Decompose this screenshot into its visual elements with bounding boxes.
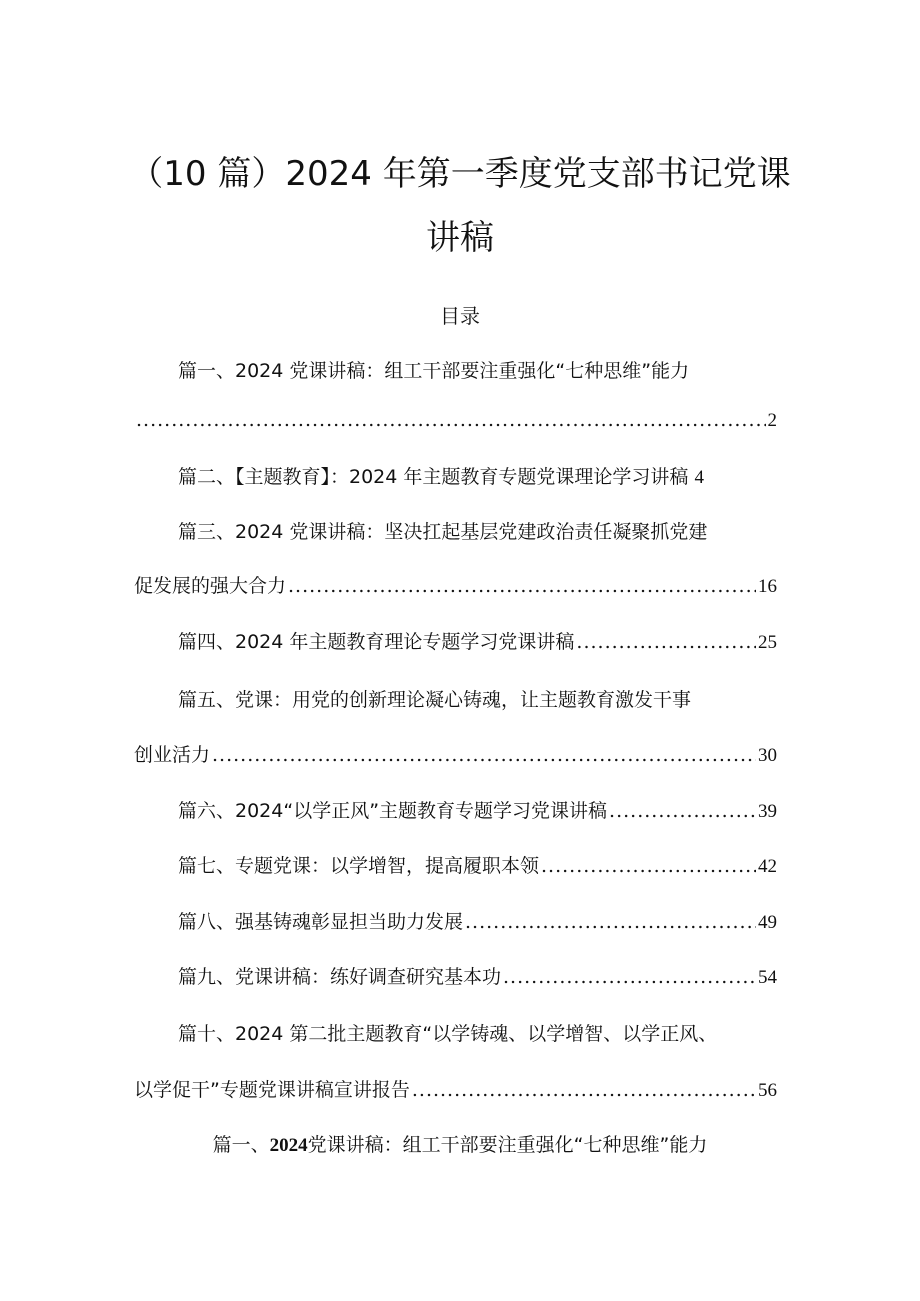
section-heading-prefix: 篇一、	[212, 1134, 270, 1156]
toc-entry-3-continuation[interactable]	[134, 571, 777, 598]
toc-page-number: 16	[758, 576, 777, 597]
toc-entry-2[interactable]	[178, 462, 704, 489]
toc-entry-10-continuation[interactable]	[134, 1075, 777, 1102]
toc-leader-dots	[609, 800, 756, 822]
toc-entry-6[interactable]	[178, 796, 777, 823]
toc-leader-dots	[412, 1079, 756, 1101]
toc-page-number: 42	[758, 856, 777, 877]
toc-entry-3-text[interactable]: 篇三、2024 党课讲稿：坚决扛起基层党建政治责任凝聚抓党建	[178, 521, 708, 543]
toc-heading: 目录	[440, 304, 480, 328]
toc-entry-10-text-cont: 以学促干”专题党课讲稿宣讲报告	[134, 1079, 410, 1101]
toc-leader-dots	[212, 744, 756, 766]
toc-leader-dots	[576, 631, 756, 653]
toc-page-number: 4	[694, 467, 704, 488]
toc-page-number: 54	[758, 967, 777, 988]
toc-entry-9-text: 篇九、党课讲稿：练好调查研究基本功	[178, 966, 502, 988]
section-heading-rest: 党课讲稿：组工干部要注重强化“七种思维”能力	[307, 1134, 708, 1156]
toc-leader-dots	[541, 855, 756, 877]
toc-entry-5-text-cont: 创业活力	[134, 744, 211, 766]
toc-entry-7[interactable]	[178, 851, 777, 878]
toc-page-number: 2	[767, 410, 777, 431]
toc-entry-5-text[interactable]: 篇五、党课：用党的创新理论凝心铸魂，让主题教育激发干事	[178, 689, 692, 711]
toc-entry-4-text: 篇四、2024 年主题教育理论专题学习党课讲稿	[178, 631, 575, 653]
toc-leader-dots	[288, 575, 756, 597]
toc-page-number: 25	[758, 632, 777, 653]
document-title-line-2: 讲稿	[426, 218, 494, 258]
toc-leader-dots	[503, 966, 756, 988]
toc-entry-4[interactable]	[178, 627, 777, 654]
toc-entry-1-text[interactable]: 篇一、2024 党课讲稿：组工干部要注重强化“七种思维”能力	[178, 360, 690, 382]
toc-page-number: 39	[758, 801, 777, 822]
toc-entry-1-leader-line[interactable]	[134, 409, 777, 432]
toc-page-number: 30	[758, 745, 777, 766]
toc-entry-5-continuation[interactable]	[134, 740, 777, 767]
document-title-line-1: （10 篇）2024 年第一季度党支部书记党课	[129, 154, 791, 194]
toc-entry-6-text: 篇六、2024“以学正风”主题教育专题学习党课讲稿	[178, 800, 608, 822]
toc-leader-dots	[465, 911, 756, 933]
toc-entry-10-text[interactable]: 篇十、2024 第二批主题教育“以学铸魂、以学增智、以学正风、	[178, 1023, 718, 1045]
toc-entry-3-text-cont: 促发展的强大合力	[134, 575, 287, 597]
toc-entry-9[interactable]	[178, 962, 777, 989]
toc-page-number: 49	[758, 912, 777, 933]
section-heading-year: 2024	[269, 1135, 308, 1156]
toc-entry-2-text: 篇二、【主题教育】：2024 年主题教育专题党课理论学习讲稿	[178, 466, 689, 488]
section-heading	[0, 1130, 920, 1157]
toc-entry-7-text: 篇七、专题党课：以学增智，提高履职本领	[178, 855, 540, 877]
toc-entry-8[interactable]	[178, 907, 777, 934]
toc-page-number: 56	[758, 1080, 777, 1101]
toc-leader-dots	[136, 409, 766, 431]
toc-entry-8-text: 篇八、强基铸魂彰显担当助力发展	[178, 911, 464, 933]
